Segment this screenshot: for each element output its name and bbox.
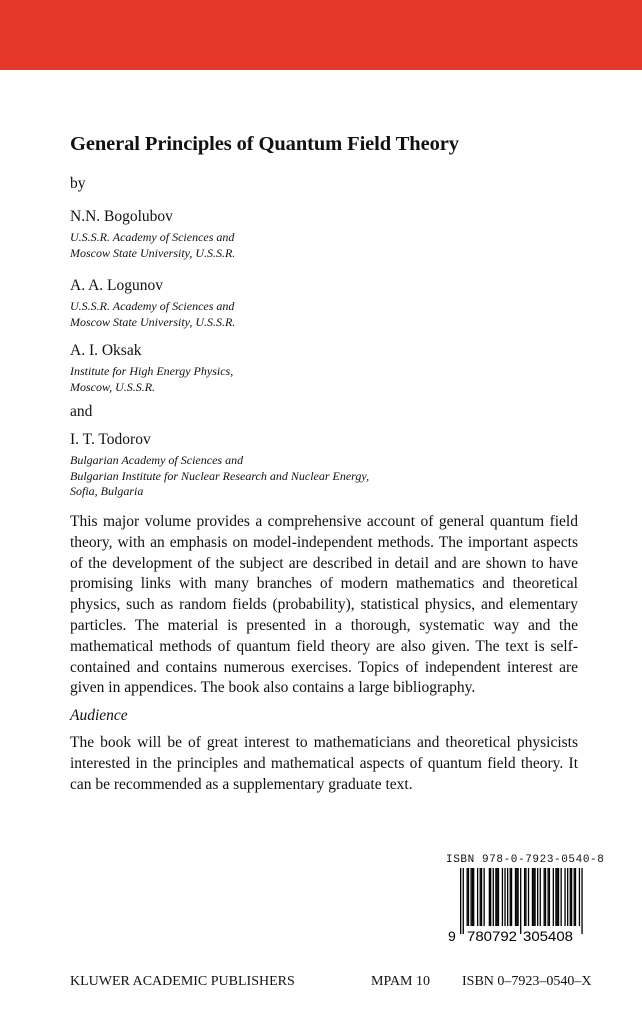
barcode-bar — [502, 868, 503, 926]
barcode-bar — [561, 868, 562, 926]
author-affiliation: U.S.S.R. Academy of Sciences and Moscow State University, U.S.S.R. — [70, 230, 236, 260]
barcode-digits-right: 305408 — [523, 928, 574, 943]
barcode-bar — [567, 868, 568, 926]
barcode-bar — [460, 868, 461, 934]
barcode-bar — [553, 868, 554, 926]
barcode-bar — [467, 868, 468, 926]
barcode-bar — [483, 868, 484, 926]
barcode-bar — [534, 868, 535, 926]
barcode-bar — [524, 868, 525, 926]
barcode-bar — [528, 868, 529, 926]
barcode-bar — [517, 868, 518, 926]
author-name: A. I. Oksak — [70, 342, 142, 359]
barcode-bar — [575, 868, 576, 926]
by-label: by — [70, 175, 86, 192]
audience-text: The book will be of great interest to mathematicians and theoretical physicists interested in the principles and mathematical aspects of quantum field theory. It can be recommended as a supplementary graduate text. — [70, 734, 578, 793]
barcode-bar — [507, 868, 508, 926]
isbn10-label: ISBN 0–7923–0540–X — [462, 974, 592, 989]
barcode-bar — [540, 868, 541, 926]
barcode-bar — [545, 868, 546, 926]
barcode-first-digit: 9 — [448, 928, 456, 943]
barcode-bar — [537, 868, 538, 926]
author-name: N.N. Bogolubov — [70, 208, 173, 225]
barcode-bar — [525, 868, 526, 926]
author-block — [70, 207, 590, 261]
barcode-bar — [547, 868, 548, 926]
barcode-bar — [558, 868, 559, 926]
barcode-bar — [533, 868, 534, 926]
audience-heading: Audience — [70, 707, 128, 724]
barcode-bar — [490, 868, 491, 926]
author-name: A. A. Logunov — [70, 277, 163, 294]
author-block — [70, 276, 590, 330]
barcode-bar — [498, 868, 499, 926]
barcode-bar — [515, 868, 516, 926]
barcode-bar — [520, 868, 521, 934]
series-label: MPAM 10 — [371, 974, 431, 989]
barcode-bar — [480, 868, 481, 926]
barcode-bar — [473, 868, 474, 926]
barcode-bar — [570, 868, 571, 926]
barcode-bar — [557, 868, 558, 926]
barcode-bar — [532, 868, 533, 926]
publisher-name: KLUWER ACADEMIC PUBLISHERS — [70, 974, 295, 989]
barcode-bar — [481, 868, 482, 926]
barcode-bar — [511, 868, 512, 926]
author-name: I. T. Todorov — [70, 431, 151, 448]
author-affiliation: Institute for High Energy Physics, Moscow, U.S.S.R. — [70, 364, 234, 394]
barcode-bars — [460, 868, 583, 934]
author-block — [70, 341, 590, 395]
barcode-bar — [493, 868, 494, 926]
barcode-bar — [581, 868, 582, 934]
barcode-bar — [571, 868, 572, 926]
barcode-bar — [579, 868, 580, 926]
barcode-bar — [504, 868, 505, 926]
top-color-band — [0, 0, 642, 70]
book-title: General Principles of Quantum Field Theory — [70, 133, 459, 155]
barcode-digits-left: 780792 — [467, 928, 518, 943]
author-affiliation: U.S.S.R. Academy of Sciences and Moscow State University, U.S.S.R. — [70, 299, 236, 329]
barcode-bar — [489, 868, 490, 926]
isbn13-label: ISBN 978-0-7923-0540-8 — [446, 854, 605, 866]
barcode-bar — [495, 868, 496, 926]
barcode-bar — [472, 868, 473, 926]
barcode-bar — [549, 868, 550, 926]
barcode-bar — [544, 868, 545, 926]
author-affiliation: Bulgarian Academy of Sciences and Bulgarian Institute for Nuclear Research and Nuclear Energy, Sofia, Bulgaria — [70, 453, 370, 498]
author-block — [70, 430, 590, 500]
barcode-bar — [516, 868, 517, 926]
barcode-bar — [510, 868, 511, 926]
and-label: and — [70, 403, 93, 420]
barcode-bar — [574, 868, 575, 926]
barcode-bar — [564, 868, 565, 926]
barcode — [446, 868, 586, 943]
barcode-bar — [470, 868, 471, 926]
barcode-bar — [468, 868, 469, 926]
barcode-bar — [497, 868, 498, 926]
book-description: This major volume provides a comprehensive account of general quantum field theory, with an emphasis on model-independent methods. The important aspects of the development of the subject are described in detail and are shown to have promising links with many branches of modern mathematics and theoretical physics, such as random fields (probability), statistical physics, and elementary particles. The material is presented in a thorough, systematic way and the mathematical methods of quantum field theory are also given. The text is self-contained and contains numerous exercises. Topics of independent interest are given in appendices. The book also contains a large bibliography. — [70, 513, 578, 697]
barcode-bar — [477, 868, 478, 926]
barcode-bar — [555, 868, 556, 926]
barcode-bar — [463, 868, 464, 934]
